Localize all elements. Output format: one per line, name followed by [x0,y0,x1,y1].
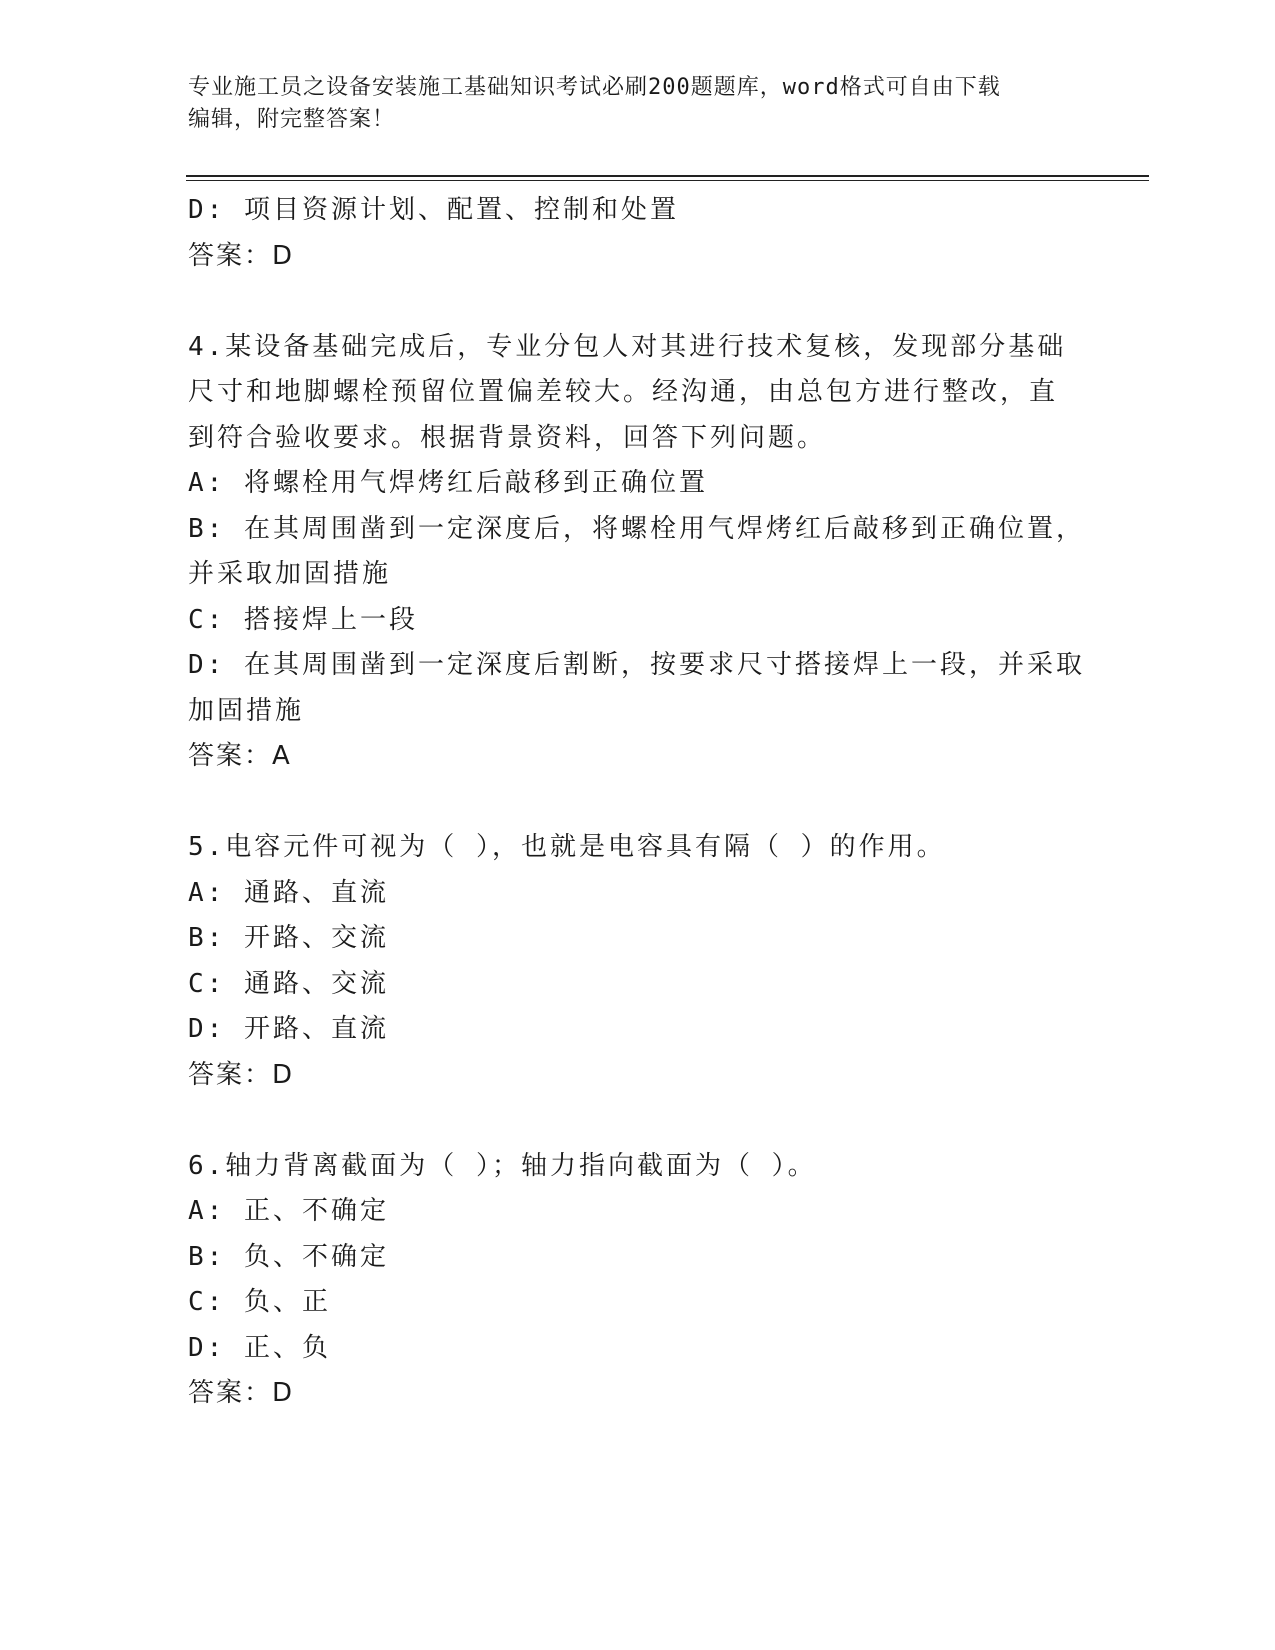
option-b: B: 负、不确定 [188,1241,389,1272]
spacer [188,1098,1088,1144]
header-divider-thick [186,175,1149,177]
header-title-line2: 编辑，附完整答案！ [188,107,396,132]
option-a: A: 通路、直流 [188,877,389,908]
spacer [188,279,1088,325]
question-3-tail [188,188,1088,279]
header-title-line1: 专业施工员之设备安装施工基础知识考试必刷200题题库，word格式可自由下载 [188,75,1001,100]
option-c: C: 负、正 [188,1287,331,1317]
answer: 答案：D [188,240,295,271]
question-stem: 尺寸和地脚螺栓预留位置偏差较大。经沟通，由总包方进行整改，直 [188,377,1059,407]
option-d: D: 开路、直流 [188,1014,389,1044]
option-c: C: 搭接焊上一段 [188,604,418,635]
answer: 答案：A [188,741,292,771]
question-stem: 4.某设备基础完成后，专业分包人对其进行技术复核，发现部分基础 [188,331,1067,362]
question-stem: 到符合验收要求。根据背景资料，回答下列问题。 [188,422,827,453]
question-stem: 5.电容元件可视为（ ），也就是电容具有隔（ ）的作用。 [188,832,946,862]
document-body [188,188,1088,1417]
option-d: D: 正、负 [188,1332,331,1363]
spacer [188,780,1088,826]
question-5 [188,825,1088,1098]
question-4 [188,325,1088,780]
document-header [188,72,1068,136]
option-b: B: 在其周围凿到一定深度后，将螺栓用气焊烤红后敲移到正确位置， [188,513,1085,544]
option-d-continued: 加固措施 [188,695,305,726]
option-a: A: 正、不确定 [188,1196,389,1226]
answer: 答案：D [188,1059,295,1090]
header-divider-thin [186,180,1149,181]
option-c: C: 通路、交流 [188,968,389,999]
option-b-continued: 并采取加固措施 [188,559,392,589]
option-b: B: 开路、交流 [188,923,389,953]
option-d: D: 在其周围凿到一定深度后割断，按要求尺寸搭接焊上一段，并采取 [188,650,1085,680]
option-a: A: 将螺栓用气焊烤红后敲移到正确位置 [188,468,708,498]
answer: 答案：D [188,1378,295,1408]
option-d: D: 项目资源计划、配置、控制和处置 [188,195,679,225]
question-stem: 6.轴力背离截面为（ ）；轴力指向截面为（ ）。 [188,1150,817,1181]
question-6 [188,1144,1088,1417]
